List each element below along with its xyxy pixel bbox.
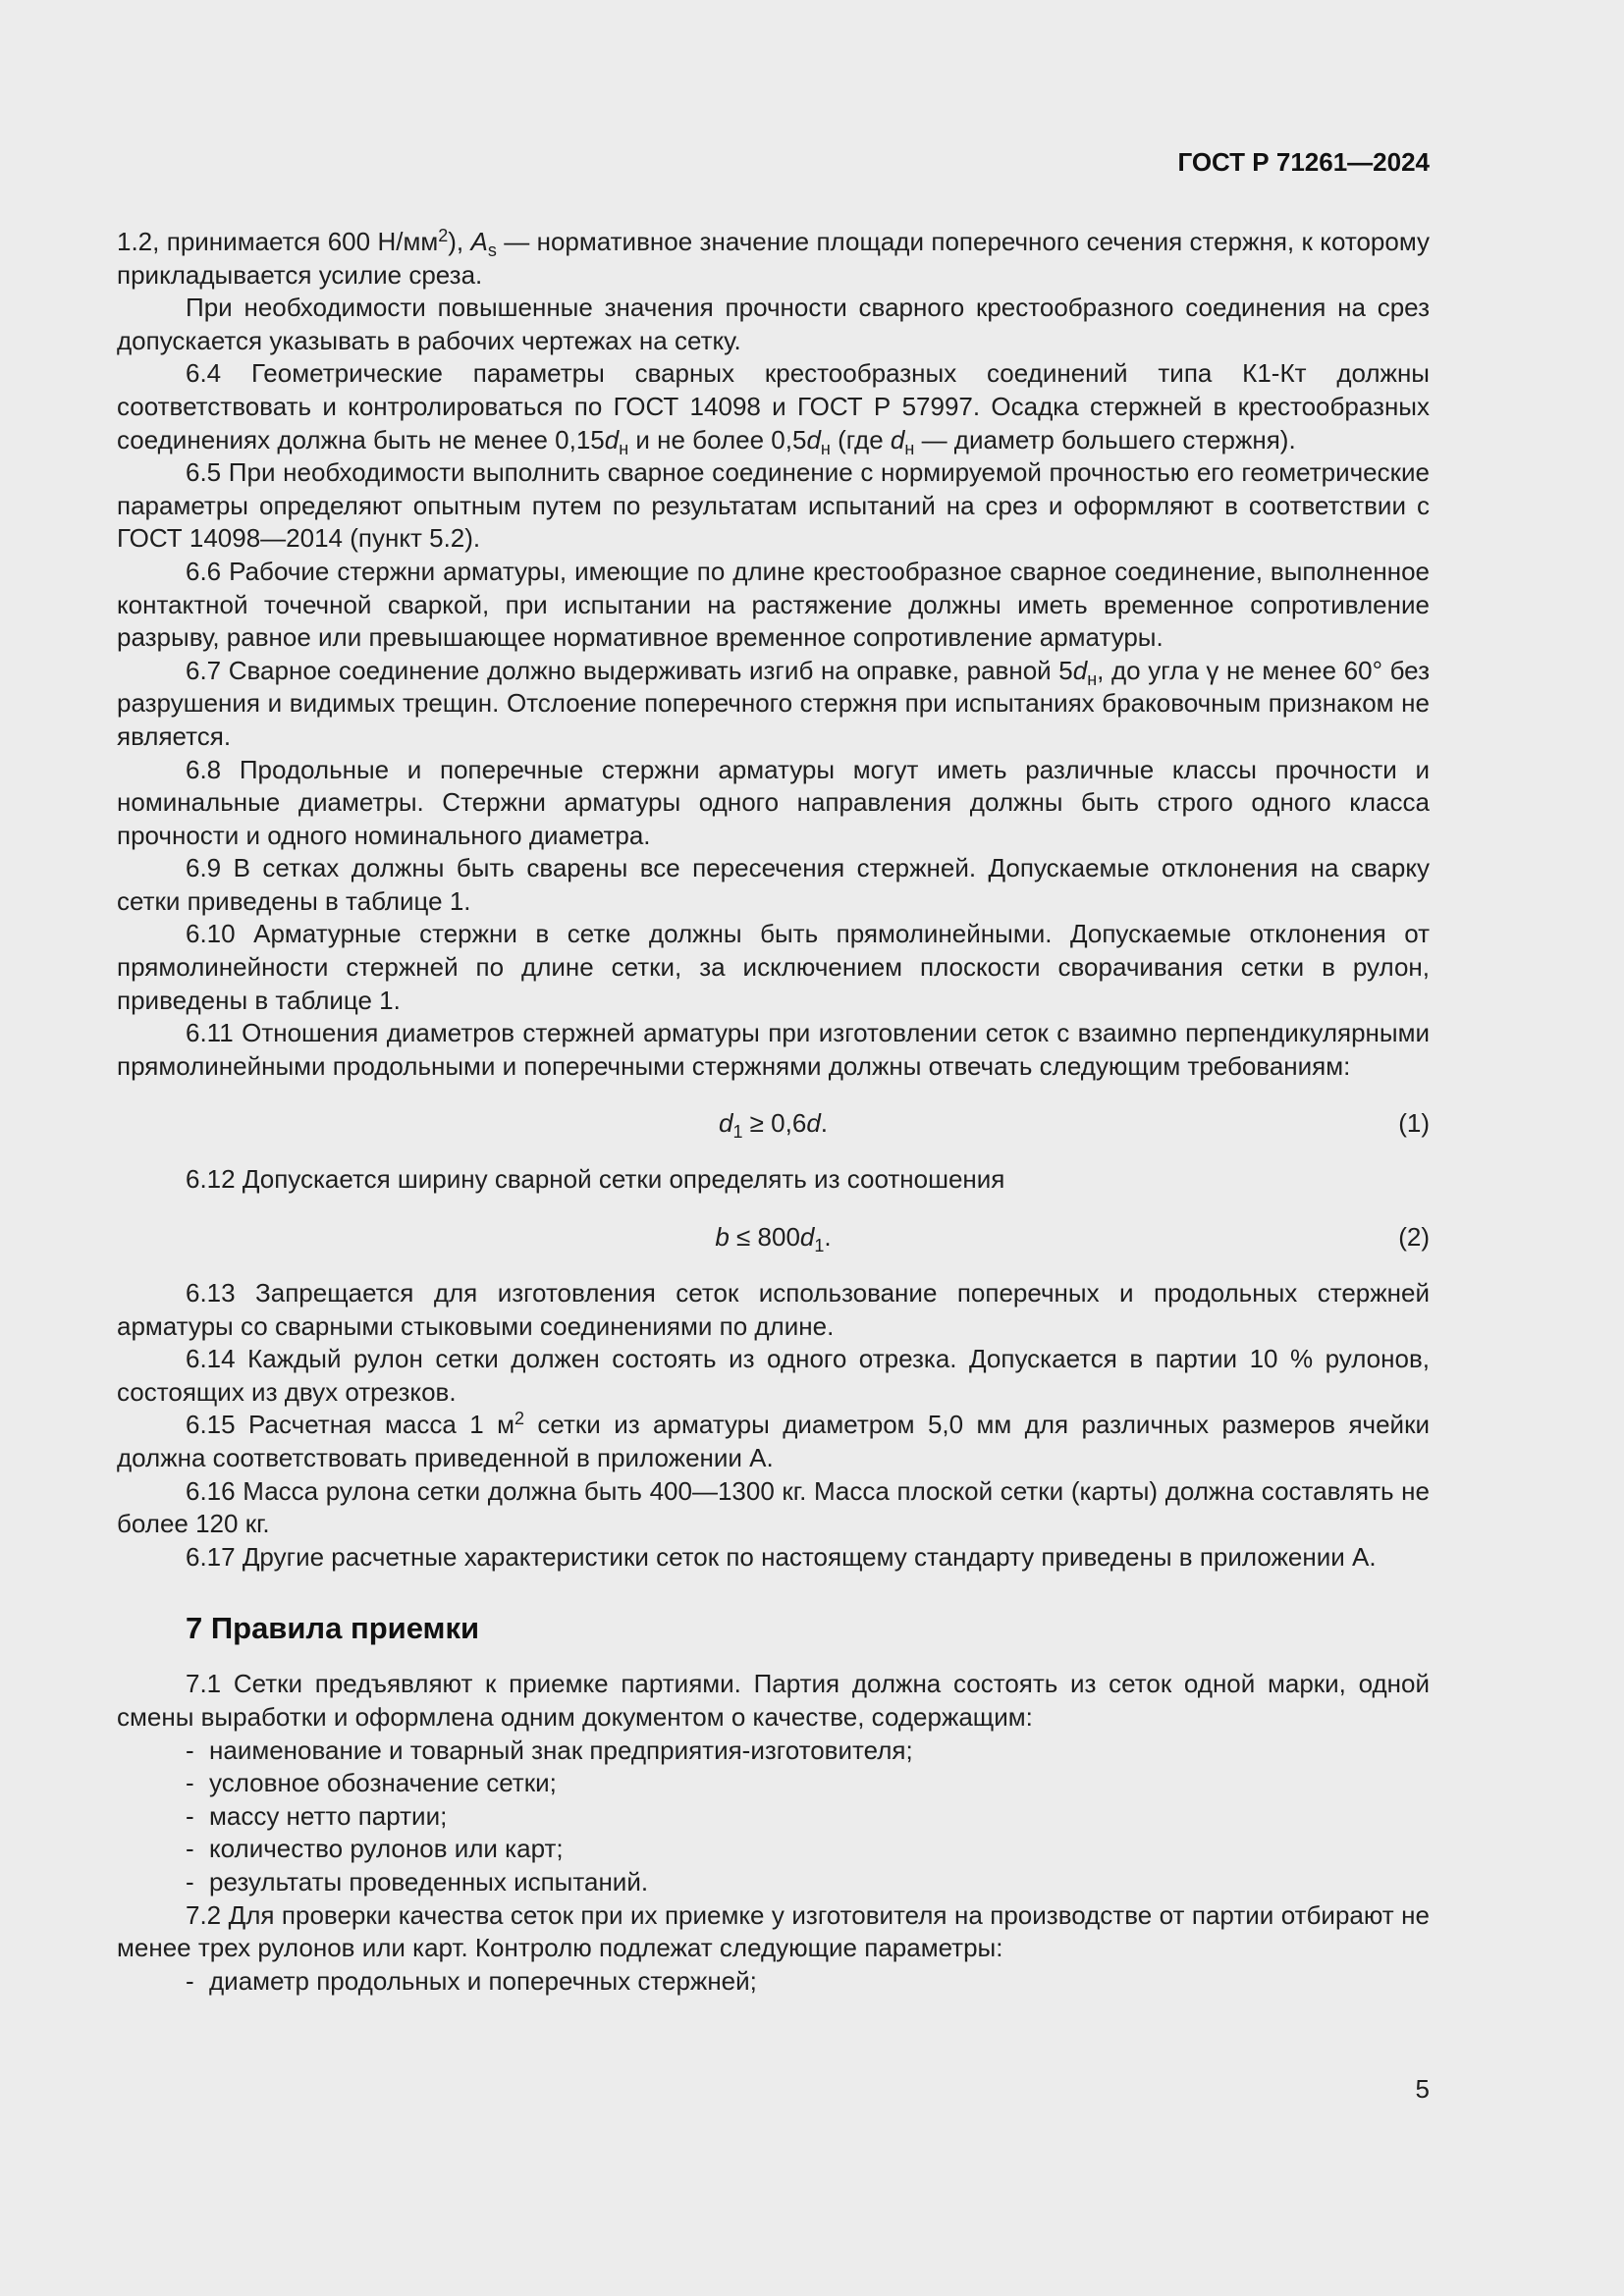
list-item <box>186 1735 1430 1768</box>
list-item-text: наименование и товарный знак предприятия-изготовителя; <box>209 1735 913 1765</box>
dash-marker: - <box>186 1965 194 1996</box>
subscript: 1 <box>732 1122 743 1143</box>
subscript: н <box>1087 668 1098 689</box>
clause-6-4 <box>117 357 1430 456</box>
text-run: . <box>820 1108 829 1139</box>
text-run: — диаметр большего стержня). <box>914 424 1296 454</box>
dash-marker: - <box>186 1800 194 1831</box>
parameter-list <box>117 1965 1430 1999</box>
document-body <box>117 226 1430 1998</box>
formula-1 <box>117 1106 1430 1143</box>
clause-6-12: 6.12 Допускается ширину сварной сетки определять из соотношения <box>186 1164 1005 1195</box>
document-page <box>117 0 1430 2296</box>
subscript: н <box>904 438 915 458</box>
superscript: 2 <box>438 226 449 245</box>
superscript: 2 <box>514 1409 524 1429</box>
variable-symbol: A <box>470 227 488 256</box>
text-run: ≤ 800 <box>729 1222 800 1253</box>
clause-6-15 <box>117 1409 1430 1474</box>
text-run: ≥ 0,6 <box>742 1108 807 1139</box>
clause-6-17: 6.17 Другие расчетные характеристики сеток по настоящему стандарту приведены в приложении А. <box>186 1541 1377 1572</box>
variable-symbol: d <box>890 424 905 454</box>
variable-symbol: d <box>604 424 620 454</box>
text-run: ), <box>448 227 471 256</box>
section-heading: 7 Правила приемки <box>186 1611 480 1646</box>
list-item <box>186 1833 1430 1866</box>
variable-symbol: d <box>799 1222 815 1253</box>
variable-symbol: d <box>806 1108 821 1139</box>
formula-expression <box>117 1106 1430 1143</box>
text-run: и не более 0,5 <box>628 424 807 454</box>
formula-expression <box>117 1220 1430 1254</box>
text-run: , до угла γ не менее 60° без разрушения и видимых трещин. Отслоение поперечного стержня при испытаниях браковочным признаком не является. <box>117 655 1430 751</box>
dash-marker: - <box>186 1735 194 1765</box>
text-run: — нормативное значение площади поперечного сечения стержня, к которому прикладывается усилие среза. <box>117 227 1430 290</box>
dash-marker: - <box>186 1768 194 1798</box>
list-item-text: диаметр продольных и поперечных стержней; <box>209 1965 757 1996</box>
subscript: н <box>619 438 629 458</box>
variable-symbol: d <box>806 424 821 454</box>
clause-6-9: 6.9 В сетках должны быть сварены все пересечения стержней. Допускаемые отклонения на сварку сетки приведены в таблице 1. <box>117 853 1430 916</box>
text-run: (где <box>830 424 891 454</box>
list-item <box>186 1965 1430 1999</box>
variable-symbol: b <box>715 1222 730 1253</box>
clause-6-6: 6.6 Рабочие стержни арматуры, имеющие по длине крестообразное сварное соединение, выполненное контактной точечной сваркой, при испытании на растяжение должны иметь временное сопротивление разрыву, равное или превышающее нормативное временное сопротивление арматуры. <box>117 556 1430 653</box>
formula-number: (1) <box>1398 1108 1430 1139</box>
clause-6-11: 6.11 Отношения диаметров стержней арматуры при изготовлении сеток с взаимно перпендикулярными прямолинейными продольными и поперечными стержнями должны отвечать следующим требованиям: <box>117 1018 1430 1081</box>
list-item <box>186 1800 1430 1834</box>
list-item-text: количество рулонов или карт; <box>209 1834 564 1864</box>
variable-symbol: d <box>718 1108 733 1139</box>
clause-6-13: 6.13 Запрещается для изготовления сеток использование поперечных и продольных стержней арматуры со сварными стыковыми соединениями по длине. <box>117 1278 1430 1341</box>
clause-7-1: 7.1 Сетки предъявляют к приемке партиями. Партия должна состоять из сеток одной марки, одной смены выработки и оформлена одним документом о качестве, содержащим: <box>117 1669 1430 1732</box>
list-item <box>186 1866 1430 1899</box>
clause-6-14: 6.14 Каждый рулон сетки должен состоять из одного отрезка. Допускается в партии 10 % рулонов, состоящих из двух отрезков. <box>117 1344 1430 1407</box>
dash-marker: - <box>186 1866 194 1896</box>
subscript: s <box>487 240 497 260</box>
clause-6-7 <box>117 655 1430 754</box>
variable-symbol: d <box>1072 655 1088 685</box>
clause-6-16: 6.16 Масса рулона сетки должна быть 400—1300 кг. Масса плоской сетки (карты) должна составлять не более 120 кг. <box>117 1475 1430 1539</box>
text-run: . <box>824 1222 832 1253</box>
subscript: н <box>820 438 831 458</box>
list-item-text: условное обозначение сетки; <box>209 1768 557 1798</box>
document-code-header: ГОСТ Р 71261—2024 <box>1177 147 1430 177</box>
dash-marker: - <box>186 1834 194 1864</box>
clause-6-8: 6.8 Продольные и поперечные стержни арматуры могут иметь различные классы прочности и номинальные диаметры. Стержни арматуры одного направления должны быть строго одного класса прочности и одного номинального диаметра. <box>117 754 1430 850</box>
clause-6-10: 6.10 Арматурные стержни в сетке должны быть прямолинейными. Допускаемые отклонения от прямолинейности стержней по длине сетки, за исключением плоскости сворачивания сетки в рулон, приведены в таблице 1. <box>117 919 1430 1015</box>
list-item-text: массу нетто партии; <box>209 1800 448 1831</box>
formula-2 <box>117 1220 1430 1254</box>
document-list <box>117 1735 1430 1899</box>
text-run: 1.2, принимается 600 Н/мм <box>117 227 439 256</box>
paragraph-continuation <box>117 226 1430 292</box>
clause-7-2: 7.2 Для проверки качества сеток при их приемке у изготовителя на производстве от партии отбирают не менее трех рулонов или карт. Контролю подлежат следующие параметры: <box>117 1899 1430 1963</box>
text-run: 6.7 Сварное соединение должно выдерживать изгиб на оправке, равной 5 <box>186 655 1073 685</box>
list-item-text: результаты проведенных испытаний. <box>209 1866 649 1896</box>
text-run: 6.15 Расчетная масса 1 м <box>186 1410 514 1440</box>
formula-number: (2) <box>1398 1222 1430 1253</box>
clause-6-5: 6.5 При необходимости выполнить сварное соединение с нормируемой прочностью его геометрические параметры определяют опытным путем по результатам испытаний на срез и оформляют в соответствии с ГОСТ 14098—2014 (пункт 5.2). <box>117 457 1430 554</box>
list-item <box>186 1767 1430 1800</box>
text-run: 6.4 Геометрические параметры сварных крестообразных соединений типа К1-Кт должны соответствовать и контролироваться по ГОСТ 14098 и ГОСТ Р 57997. Осадка стержней в крестообразных соединениях должна быть не менее 0,15 <box>117 358 1430 454</box>
subscript: 1 <box>814 1236 825 1256</box>
paragraph: При необходимости повышенные значения прочности сварного крестообразного соединения на срез допускается указывать в рабочих чертежах на сетку. <box>117 293 1430 355</box>
text-run: сетки из арматуры диаметром 5,0 мм для различных размеров ячейки должна соответствовать приведенной в приложении А. <box>117 1410 1430 1472</box>
page-number: 5 <box>1415 2074 1430 2104</box>
